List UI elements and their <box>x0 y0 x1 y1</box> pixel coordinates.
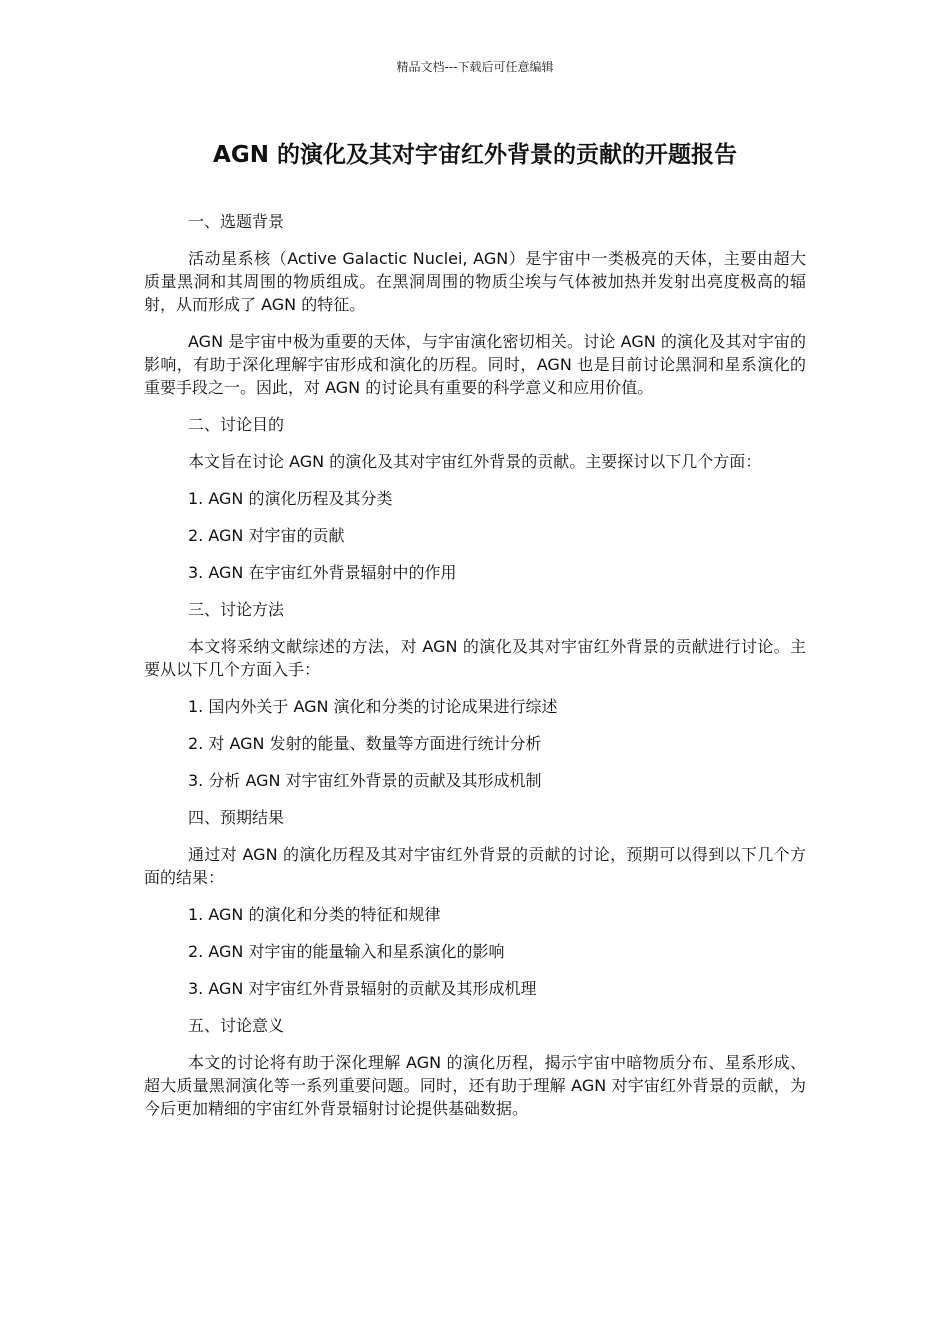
list-item: 3. AGN 对宇宙红外背景辐射的贡献及其形成机理 <box>188 979 537 998</box>
list-item: 2. 对 AGN 发射的能量、数量等方面进行统计分析 <box>188 734 542 753</box>
header-note: 精品文档---下载后可任意编辑 <box>396 60 554 74</box>
section-heading: 五、讨论意义 <box>188 1016 285 1035</box>
paragraph: 活动星系核（Active Galactic Nuclei, AGN）是宇宙中一类极亮的天体，主要由超大质量黑洞和其周围的物质组成。在黑洞周围的物质尘埃与气体被加热并发射出亮度极高的辐射，从而形成了 AGN 的特征。 <box>144 249 806 314</box>
paragraph: 本文将采纳文献综述的方法，对 AGN 的演化及其对宇宙红外背景的贡献进行讨论。主要从以下几个方面入手： <box>144 637 806 679</box>
document-body <box>144 210 806 1134</box>
document-title: AGN 的演化及其对宇宙红外背景的贡献的开题报告 <box>213 142 737 168</box>
section-heading: 三、讨论方法 <box>188 600 285 619</box>
paragraph: 本文的讨论将有助于深化理解 AGN 的演化历程，揭示宇宙中暗物质分布、星系形成、超大质量黑洞演化等一系列重要问题。同时，还有助于理解 AGN 对宇宙红外背景的贡献，为今后更加精细的宇宙红外背景辐射讨论提供基础数据。 <box>144 1053 806 1118</box>
list-item: 2. AGN 对宇宙的贡献 <box>188 526 345 545</box>
list-item: 1. AGN 的演化历程及其分类 <box>188 489 393 508</box>
paragraph: 通过对 AGN 的演化历程及其对宇宙红外背景的贡献的讨论，预期可以得到以下几个方面的结果： <box>144 845 806 887</box>
section-heading: 二、讨论目的 <box>188 415 285 434</box>
list-item: 3. 分析 AGN 对宇宙红外背景的贡献及其形成机制 <box>188 771 542 790</box>
section-heading: 四、预期结果 <box>188 808 285 827</box>
paragraph: AGN 是宇宙中极为重要的天体，与宇宙演化密切相关。讨论 AGN 的演化及其对宇宙的影响，有助于深化理解宇宙形成和演化的历程。同时，AGN 也是目前讨论黑洞和星系演化的重要手段之一。因此，对 AGN 的讨论具有重要的科学意义和应用价值。 <box>144 332 806 397</box>
list-item: 1. 国内外关于 AGN 演化和分类的讨论成果进行综述 <box>188 697 558 716</box>
list-item: 1. AGN 的演化和分类的特征和规律 <box>188 905 441 924</box>
list-item: 2. AGN 对宇宙的能量输入和星系演化的影响 <box>188 942 505 961</box>
section-heading: 一、选题背景 <box>188 212 285 231</box>
list-item: 3. AGN 在宇宙红外背景辐射中的作用 <box>188 563 457 582</box>
paragraph: 本文旨在讨论 AGN 的演化及其对宇宙红外背景的贡献。主要探讨以下几个方面： <box>188 452 762 471</box>
